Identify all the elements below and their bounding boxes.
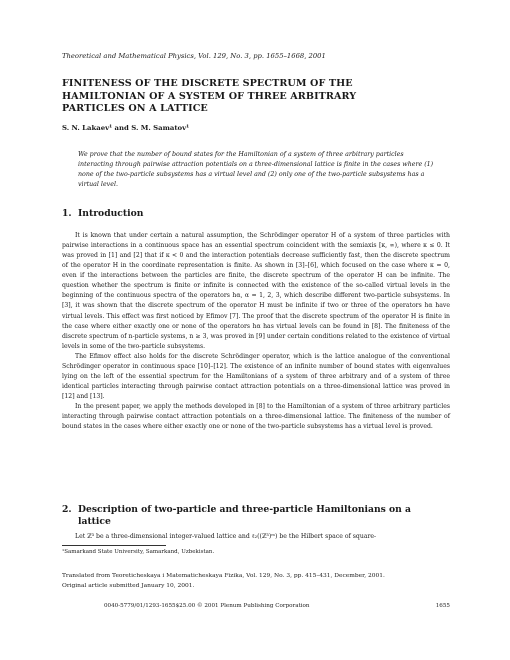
paragraph: It is known that under certain a natural assumption, the Schrödinger operator H of a system of three particles with pairwise interactions in a continuous space has an essential spectrum coincident with the semiaxis [κ, ∞), where κ ≤ 0. It was proved in [1] and [2] that if κ < 0 and the interaction potentials decrease sufficiently fast, then the discrete spectrum of the operator H in the coordinate representation is finite. As shown in [3]–[6], which focused on the case where κ = 0, even if the interactions between the particles are finite, the discrete spectrum of the operator H can be infinite. The question whether the spectrum is finite or infinite is connected with the existence of the so-called virtual levels in the beginning of the continuous spectra of the operators hα, α = 1, 2, 3, which describe different two-particle subsystems. In [3], it was shown that the discrete spectrum of the operator H must be infinite if two or three of the operators hα have virtual levels. This effect was first noticed by Efimov [7]. The proof that the discrete spectrum of the operator H is finite in the case where either exactly one or none of the operators hα has virtual levels can be found in [8]. The finiteness of the discrete spectrum of n-particle systems, n ≥ 3, was proved in [9] under certain conditions related to the existence of virtual levels in some of the two-particle subsystems.	[62, 232, 450, 350]
article-title	[62, 78, 452, 116]
section-2-body	[62, 532, 450, 542]
authors: S. N. Lakaev¹ and S. M. Samatov¹	[62, 124, 190, 132]
paragraph: In the present paper, we apply the methods developed in [8] to the Hamiltonian of a system of three arbitrary particles interacting through pairwise contact attraction potentials on a three-dimensional lattice. The finiteness of the number of bound states in the cases where either exactly one or none of the two-particle subsystems has a virtual level is proved.	[62, 403, 450, 431]
introduction-body	[62, 231, 450, 432]
article-title-line: HAMILTONIAN OF A SYSTEM OF THREE ARBITRARY	[62, 90, 357, 102]
section-title: Introduction	[78, 208, 144, 219]
paragraph: Let ℤ³ be a three-dimensional integer-valued lattice and ℓ₂((ℤ³)ᵐ) be the Hilbert space of square-	[75, 533, 377, 540]
abstract: We prove that the number of bound states for the Hamiltonian of a system of three arbitrary particles interacting through pairwise attraction potentials on a three-dimensional lattice is finite in the cases where (1) none of the two-particle subsystems has a virtual level and (2) only one of the two-particle subsystems has a virtual level.	[78, 151, 434, 188]
section-heading-introduction	[62, 208, 362, 219]
footnote-rule	[62, 545, 166, 546]
section-title: Description of two-particle and three-particle Hamiltonians on a	[78, 504, 411, 515]
submission-line: Original article submitted January 10, 2001.	[62, 582, 195, 589]
footnote: ¹Samarkand State University, Samarkand, Uzbekistan.	[62, 549, 215, 555]
journal-header: Theoretical and Mathematical Physics, Vol. 129, No. 3, pp. 1655–1668, 2001	[62, 52, 326, 60]
article-title-line: PARTICLES ON A LATTICE	[62, 103, 208, 114]
translation-line: Translated from Teoreticheskaya i Matematicheskaya Fizika, Vol. 129, No. 3, pp. 415–431, December, 2001.	[62, 573, 385, 579]
section-number: 1.	[62, 208, 72, 219]
page-number: 1655	[435, 603, 450, 609]
article-title-line: FINITENESS OF THE DISCRETE SPECTRUM OF THE	[62, 78, 353, 89]
copyright-line: 0040-5779/01/1293-1655$25.00 © 2001 Plenum Publishing Corporation	[104, 603, 310, 609]
section-number: 2.	[62, 504, 72, 515]
section-heading-hamiltonians	[62, 504, 452, 528]
paragraph: The Efimov effect also holds for the discrete Schrödinger operator, which is the lattice analogue of the conventional Schrödinger operator in continuous space [10]–[12]. The existence of an infinite number of bound states with eigenvalues lying on the left of the essential spectrum for the Hamiltonians of a system of three arbitrary and of a system of three identical particles interacting through pairwise contact attraction potentials on a three-dimensional lattice was proved in [12] and [13].	[62, 352, 450, 400]
section-title-continued: lattice	[78, 516, 111, 527]
translation-note	[62, 572, 452, 592]
